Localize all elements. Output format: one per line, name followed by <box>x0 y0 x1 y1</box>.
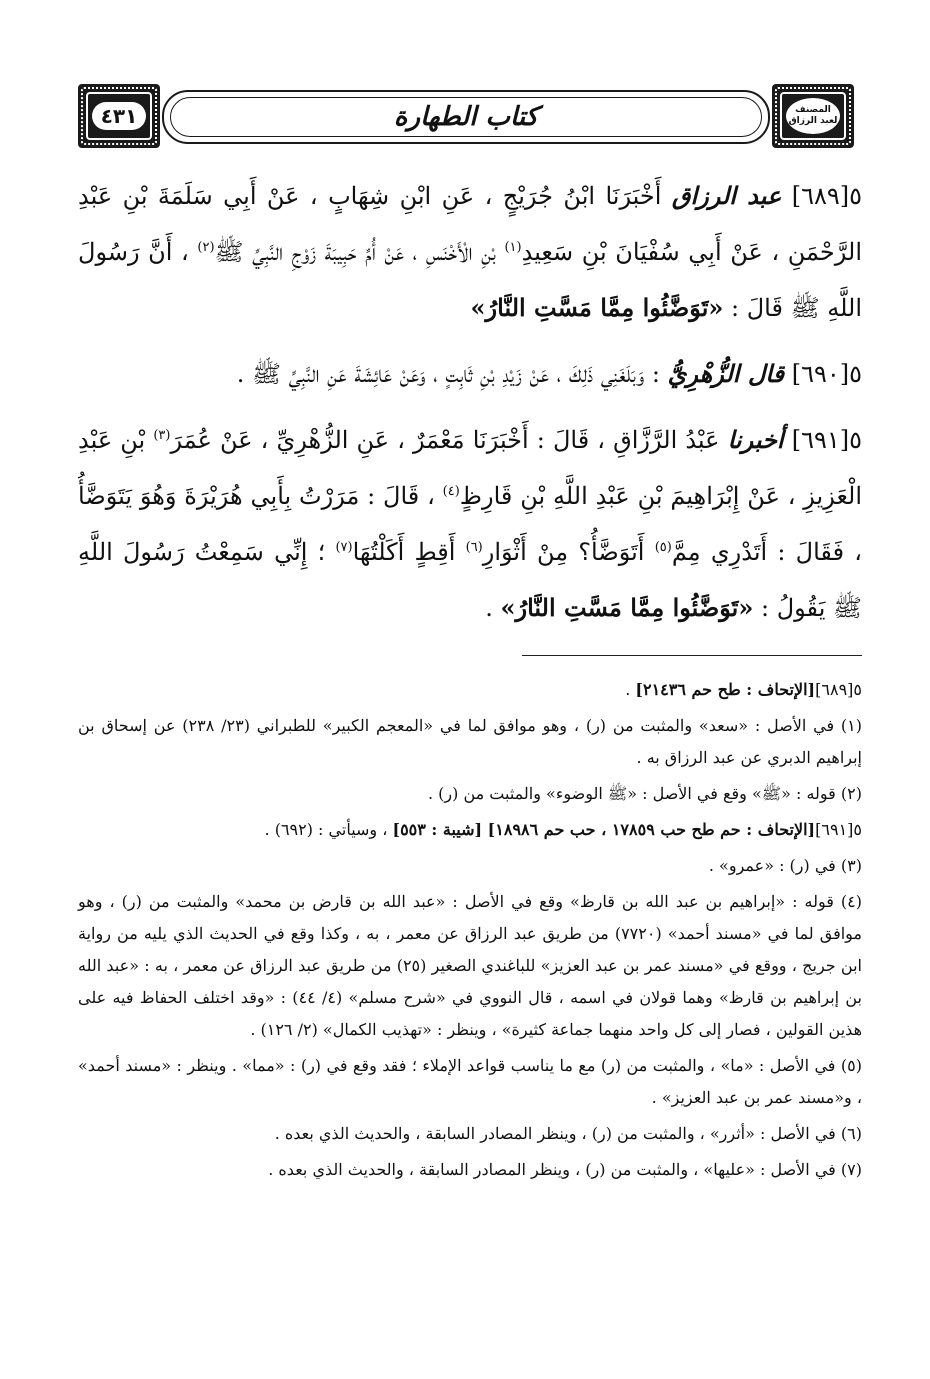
page-number: ٤٣١ <box>92 102 146 130</box>
footnote-separator <box>522 655 862 656</box>
takhrij-note <box>78 814 862 846</box>
footnote-label: (١) <box>840 716 863 735</box>
hadith-segment: بْنِ الْأَخْنَسِ ، عَنْ أُمِّ حَبِيبَةَ زَوْجِ النَّبِيِّ ﷺ <box>214 238 505 266</box>
footnote-text: في (ر) : «عمرو» . <box>708 856 841 875</box>
takhrij-note <box>78 674 862 706</box>
hadith-segment: بْنِ عَبْدِ الْعَزِيزِ ، عَنْ إِبْرَاهِيمَ بْنِ عَبْدِ اللَّهِ بْنِ قَارِظٍ <box>78 426 862 510</box>
footnote-label: (٤) <box>840 892 862 911</box>
hadith-number: ٥[٦٨٩] <box>791 182 862 210</box>
book-title: كتاب الطهارة <box>393 102 539 132</box>
title-cartouche <box>162 90 770 144</box>
footnote-text: قوله : «ﷺ» وقع في الأصل : «ﷺ الوضوء» والمثبت من (ر) . <box>428 784 841 803</box>
footnote-marker: (٧) <box>335 540 353 555</box>
hadith-segment: ؛ إِنِّي سَمِعْتُ رَسُولَ اللَّهِ ﷺ يَقُولُ : <box>78 538 862 622</box>
footnote <box>78 1154 862 1186</box>
footnote-label: (٦) <box>840 1124 862 1143</box>
isnad-opener: عبد الرزاق <box>671 181 782 210</box>
footnote-text: قوله : «إبراهيم بن عبد الله بن قارظ» وقع في الأصل : «عبد الله بن قارض بن محمد» والمثبت من (ر) ، وهو موافق لما في «مسند أحمد» (٧٧٢٠) من طريق عبد الرزاق عن معمر ، به ، وكذا وقع في الحديث الذي يليه من رواية ابن جريج ، ووقع في «مسند عمر بن عبد العزيز» للباغندي الصغير (٢٥) من طريق عبد الرزاق عن معمر ، به : «عبد الله بن إبراهيم بن قارظ» وهما قولان في اسمه ، قال النووي في «شرح مسلم» (٤/ ٤٤) : «وقد اختلف الحفاظ فيه على هذين القولين ، فصار إلى كل واحد منهما جماعة كثيرة» ، وينظر : «تهذيب الكمال» (٢/ ١٢٦) . <box>78 892 863 1039</box>
isnad-opener: أخبرنا <box>727 425 784 454</box>
hadith-paragraph <box>78 412 862 636</box>
footnote-marker: (٥) <box>654 540 672 555</box>
hadith-segment: ، قَالَ : مَرَرْتُ بِأَبِي هُرَيْرَةَ وَهُوَ يَتَوَضَّأُ ، فَقَالَ : أَتَدْرِي مِمَّ <box>78 482 862 566</box>
hadith-text <box>78 168 862 646</box>
hadith-matn: «تَوَضَّئُوا مِمَّا مَسَّتِ النَّارُ» <box>500 593 754 622</box>
footnote-label: (٢) <box>840 784 862 803</box>
footnote-text: . <box>625 680 636 699</box>
hadith-segment: . <box>485 594 501 622</box>
takhrij-sources: [الإتحاف : طح حم ٢١٤٣٦] <box>635 680 816 699</box>
hadith-segment <box>781 182 791 210</box>
hadith-segment: أَقِطٍ أَكَلْتُهَا <box>352 538 466 566</box>
footnotes <box>78 674 862 1190</box>
footnote-text: في الأصل : «سعد» والمثبت من (ر) ، وهو موافق لما في «المعجم الكبير» للطبراني (٢٣/ ٢٣٨) عن إسحاق بن إبراهيم الدبري عن عبد الرزاق به . <box>78 716 862 767</box>
hadith-paragraph <box>78 346 862 402</box>
footnote-text: في الأصل : «عليها» ، والمثبت من (ر) ، وينظر المصادر السابقة ، والحديث الذي بعده . <box>268 1160 841 1179</box>
hadith-segment: أَخْبَرَنَا ابْنُ جُرَيْجٍ ، عَنِ ابْنِ شِهَابٍ ، عَنْ أَبِي سَلَمَةَ بْنِ عَبْدِ الرَّحْمَنِ ، عَنْ أَبِي سُفْيَانَ بْنِ سَعِيدِ <box>78 182 862 266</box>
footnote-label: (٧) <box>840 1160 862 1179</box>
takhrij-sources: [الإتحاف : حم طح حب ١٧٨٥٩ ، حب حم ١٨٩٨٦] [شيبة : ٥٥٣] <box>392 820 816 839</box>
footnote-label: (٣) <box>840 856 862 875</box>
seal-ornament <box>772 84 854 148</box>
footnote-text: في الأصل : «أثرر» ، والمثبت من (ر) ، وينظر المصادر السابقة ، والحديث الذي بعده . <box>274 1124 841 1143</box>
book-seal-logo: المصنف لعبد الرزاق <box>786 98 840 134</box>
hadith-segment: أَتَوَضَّأُ؟ مِنْ أَثْوَارِ <box>482 538 655 566</box>
page-number-ornament <box>78 84 160 148</box>
footnote-text: في الأصل : «ما» ، والمثبت من (ر) مع ما يناسب قواعد الإملاء ؛ فقد وقع في (ر) : «مما» . وينظر : «مسند أحمد» ، و«مسند عمر بن عبد العزيز» . <box>78 1056 862 1107</box>
footnote <box>78 850 862 882</box>
hadith-segment: : وَبَلَغَنِي ذَلِكَ ، عَنْ زَيْدِ بْنِ ثَابِتٍ ، وَعَنْ عَائِشَةَ عَنِ النَّبِيِّ ﷺ . <box>236 360 668 388</box>
footnote <box>78 1050 862 1114</box>
footnote-marker: (٤) <box>442 484 460 499</box>
footnote-marker: (١) <box>504 240 522 255</box>
footnote <box>78 710 862 774</box>
hadith-segment: ، أَنَّ رَسُولَ اللَّهِ ﷺ قَالَ : <box>78 238 862 322</box>
footnote-label: (٥) <box>840 1056 862 1075</box>
footnote-label: ٥[٦٨٩] <box>815 680 862 699</box>
hadith-number: ٥[٦٩٠] <box>791 360 862 388</box>
footnote-marker: (٦) <box>465 540 483 555</box>
footnote-label: ٥[٦٩١] <box>815 820 862 839</box>
footnote-marker: (٢) <box>197 240 215 255</box>
footnote-marker: (٣) <box>153 428 171 443</box>
hadith-segment <box>784 426 792 454</box>
footnote <box>78 1118 862 1150</box>
footnote-text: ، وسيأتي : (٦٩٢) . <box>264 820 393 839</box>
footnote <box>78 778 862 810</box>
hadith-segment: عَبْدُ الرَّزَّاقِ ، قَالَ : أَخْبَرَنَا مَعْمَرٌ ، عَنِ الزُّهْرِيِّ ، عَنْ عُمَرَ <box>170 426 728 454</box>
footnote <box>78 886 862 1046</box>
page-header <box>78 84 854 148</box>
hadith-paragraph <box>78 168 862 336</box>
hadith-number: ٥[٦٩١] <box>791 426 862 454</box>
isnad-opener: قال الزُّهْرِيُّ <box>667 359 785 388</box>
hadith-matn: «تَوَضَّئُوا مِمَّا مَسَّتِ النَّارُ» <box>470 293 724 322</box>
hadith-segment <box>784 360 792 388</box>
